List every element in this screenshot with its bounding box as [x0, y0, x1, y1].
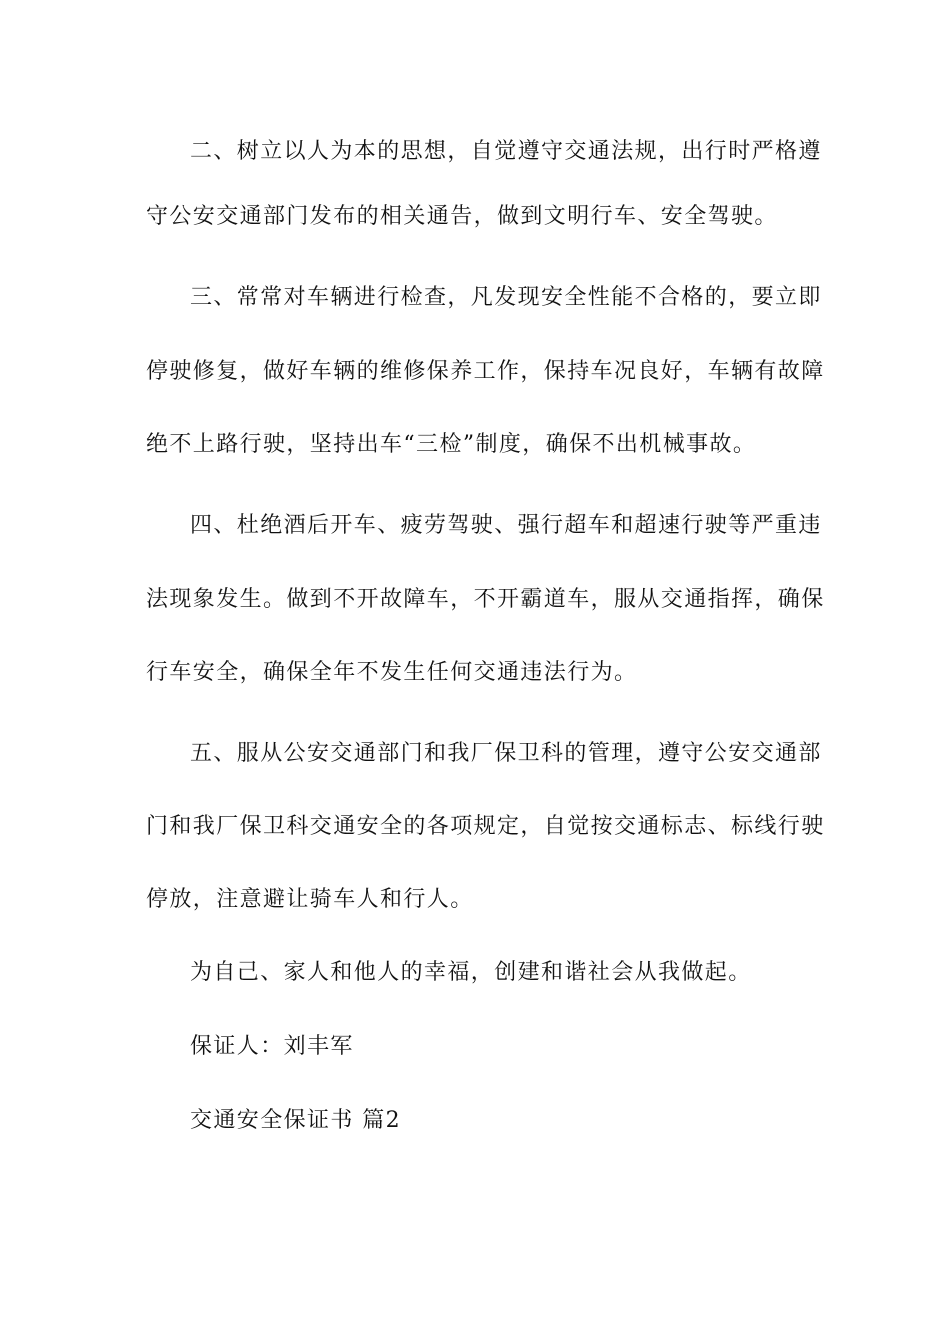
next-section-title: 交通安全保证书 篇2	[190, 1108, 401, 1133]
paragraph-2-line-2: 守公安交通部门发布的相关通告，做到文明行车、安全驾驶。	[146, 204, 778, 229]
paragraph-4-line-2: 法现象发生。做到不开故障车，不开霸道车，服从交通指挥，确保	[146, 587, 825, 612]
paragraph-2-line-1: 二、树立以人为本的思想，自觉遵守交通法规，出行时严格遵	[190, 139, 822, 164]
paragraph-5-line-1: 五、服从公安交通部门和我厂保卫科的管理，遵守公安交通部	[190, 741, 822, 766]
paragraph-3-line-2: 停驶修复，做好车辆的维修保养工作，保持车况良好，车辆有故障	[146, 359, 825, 384]
paragraph-3-line-1: 三、常常对车辆进行检查，凡发现安全性能不合格的，要立即	[190, 285, 822, 310]
paragraph-5-line-2: 门和我厂保卫科交通安全的各项规定，自觉按交通标志、标线行驶	[146, 814, 825, 839]
paragraph-4-line-1: 四、杜绝酒后开车、疲劳驾驶、强行超车和超速行驶等严重违	[190, 513, 822, 538]
paragraph-4-line-3: 行车安全，确保全年不发生任何交通违法行为。	[146, 660, 638, 685]
paragraph-3-line-3: 绝不上路行驶，坚持出车“三检”制度，确保不出机械事故。	[146, 432, 757, 457]
paragraph-5-line-3: 停放，注意避让骑车人和行人。	[146, 887, 474, 912]
closing-statement: 为自己、家人和他人的幸福，创建和谐社会从我做起。	[190, 960, 752, 985]
guarantor-signature: 保证人：刘丰军	[190, 1034, 354, 1059]
